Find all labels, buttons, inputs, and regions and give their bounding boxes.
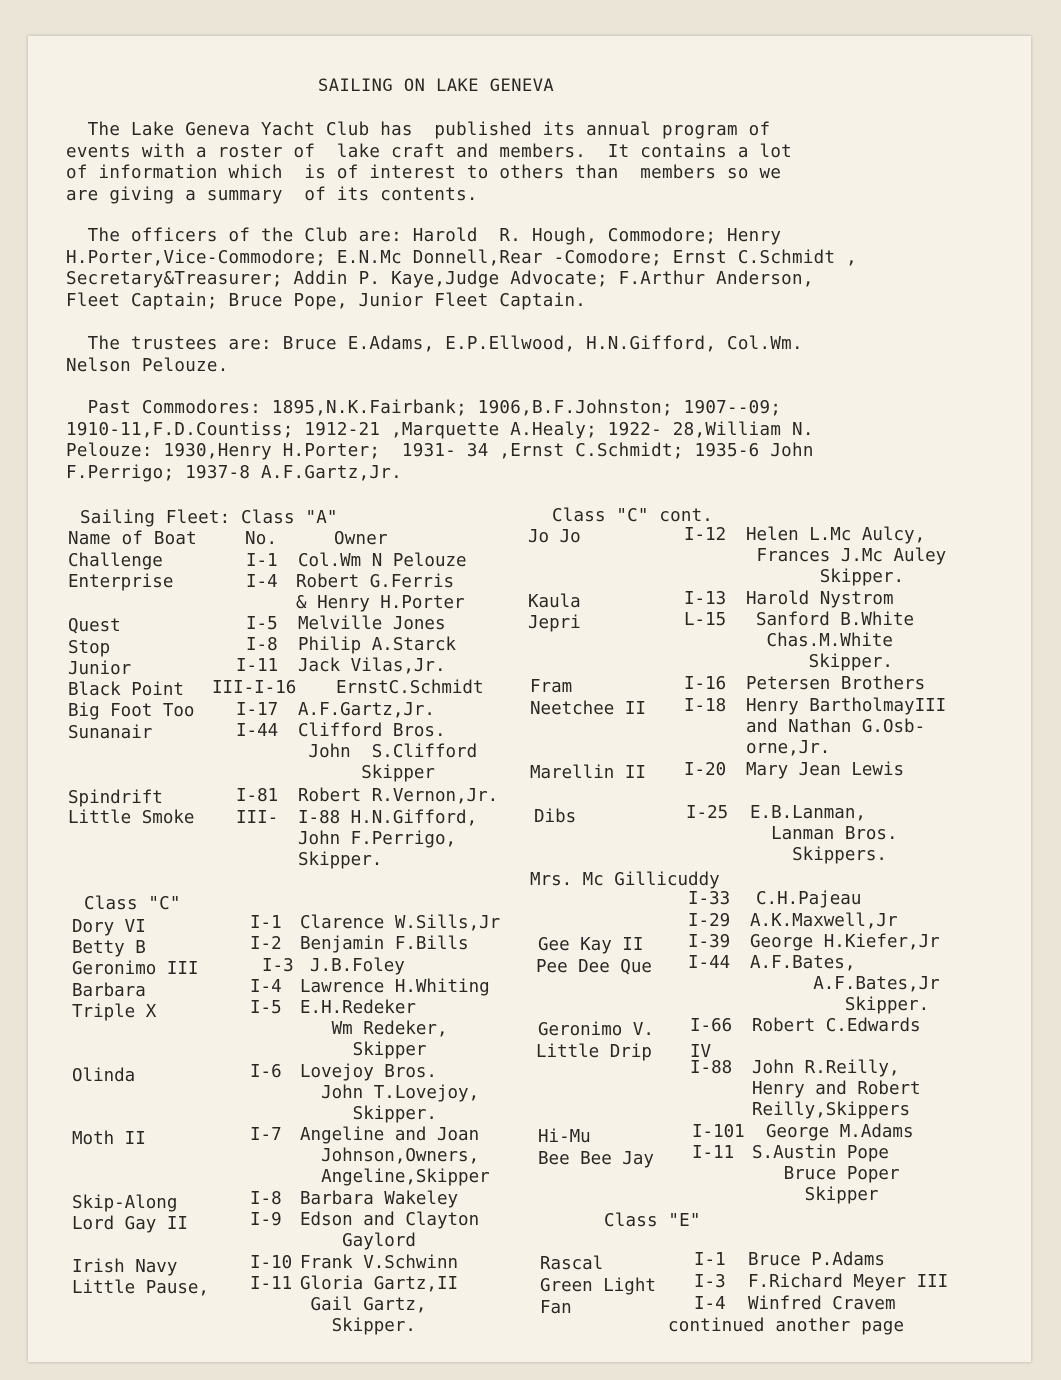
sail-number: I-3 [694,1272,726,1292]
officers-paragraph: The officers of the Club are: Harold R. Hough, Commodore; Henry H.Porter,Vice-Commodore; E.N.Mc Donnell,Rear -Comodore; Ernst C.Schmidt , Secretary&Treasurer; Addin P. Kaye,Judge Advocate; F.Arthur Anderson, Fleet Captain; Bruce Pope, Junior Fleet Captain. [66,226,858,311]
owner: Robert G.Ferris & Henry H.Porter [296,572,465,613]
owner: Frank V.Schwinn [300,1253,459,1273]
sail-number: I-1 [250,913,282,933]
boat-name: Skip-Along [72,1193,178,1213]
sail-number: I-29 [688,911,731,931]
sail-number: I-5 [246,614,278,634]
owner: Mary Jean Lewis [746,760,905,780]
sail-number: I-7 [250,1125,282,1145]
class-c-heading: Class "C" [84,894,181,914]
boat-name: Moth II [72,1129,146,1149]
sail-number: I-1 [246,551,278,571]
owner: Benjamin F.Bills [300,934,469,954]
owner: ErnstC.Schmidt [336,678,484,698]
boat-name: Gee Kay II [538,935,644,955]
owner: J.B.Foley [310,956,405,976]
boat-name: Rascal [540,1254,604,1274]
owner: Melville Jones [298,614,446,634]
sail-number: IV [690,1042,712,1062]
owner: A.F.Gartz,Jr. [298,700,435,720]
class-c-cont-heading: Class "C" cont. [552,506,714,526]
owner: C.H.Pajeau [756,889,862,909]
owner: Henry BartholmayIII and Nathan G.Osb- orne,Jr. [746,696,947,758]
owner: F.Richard Meyer III [748,1272,949,1292]
boat-name: Fram [530,677,573,697]
owner: Sanford B.White Chas.M.White Skipper. [756,610,915,672]
owner: I-88 H.N.Gifford, John F.Perrigo, Skipper. [298,808,478,870]
sail-number: I-25 [686,803,729,823]
boat-name: Challenge [68,551,163,571]
boat-name: Bee Bee Jay [538,1149,654,1169]
owner: John R.Reilly, Henry and Robert Reilly,Skippers [752,1058,921,1120]
owner: A.F.Bates, A.F.Bates,Jr Skipper. [750,953,940,1015]
owner: Gloria Gartz,II Gail Gartz, Skipper. [300,1274,459,1336]
page-title: SAILING ON LAKE GENEVA [318,76,555,96]
boat-name: Lord Gay II [72,1214,188,1234]
sail-number: I-16 [684,674,727,694]
sail-number: I-5 [250,998,282,1018]
boat-name: Irish Navy [72,1257,178,1277]
column-header-owner: Owner [334,529,388,549]
sail-number: I-101 [692,1122,745,1142]
boat-name: Big Foot Too [68,701,195,721]
boat-name: Stop [68,638,111,658]
sail-number: I-88 [690,1058,733,1078]
boat-name: Neetchee II [530,699,646,719]
boat-name: Spindrift [68,788,163,808]
sail-number: I-17 [236,700,279,720]
boat-name: Triple X [72,1002,157,1022]
boat-name: Geronimo III [72,959,199,979]
boat-name: Black Point [68,680,184,700]
sail-number: I-2 [250,934,282,954]
boat-name: Green Light [540,1276,656,1296]
boat-name: Geronimo V. [538,1020,654,1040]
boat-name: Kaula [528,592,581,612]
owner: Robert C.Edwards [752,1016,921,1036]
boat-name: Pee Dee Que [536,957,652,977]
sail-number: I-11 [236,656,279,676]
sail-number: I-12 [684,525,727,545]
boat-name: Little Drip [536,1042,652,1062]
owner: Helen L.Mc Aulcy, Frances J.Mc Auley Skipper. [746,525,947,587]
column-header-boat: Name of Boat [68,529,197,549]
sail-number: I-4 [694,1294,726,1314]
sail-number: III- [236,808,279,828]
sail-number: L-15 [684,610,727,630]
sail-number: I-8 [250,1189,282,1209]
owner: Angeline and Joan Johnson,Owners, Angeline,Skipper [300,1125,490,1187]
sail-number: I-6 [250,1062,282,1082]
boat-name: Dibs [534,807,577,827]
owner: S.Austin Pope Bruce Poper Skipper [752,1143,900,1205]
intro-paragraph: The Lake Geneva Yacht Club has published its annual program of events with a roster of lake craft and members. It contains a lot of information which is of interest to others than members so we are giving a summary of its contents. [66,120,793,205]
boat-name: Enterprise [68,572,174,592]
boat-name: Junior [68,659,132,679]
owner: Edson and Clayton Gaylord [300,1210,480,1251]
sail-number: I-18 [684,696,727,716]
sail-number: I-33 [688,889,731,909]
owner: A.K.Maxwell,Jr [750,911,898,931]
owner: Lovejoy Bros. John T.Lovejoy, Skipper. [300,1062,480,1124]
boat-name: Little Pause, [72,1278,209,1298]
sail-number: I-8 [246,635,278,655]
sail-number: III-I-16 [212,678,297,698]
owner: E.B.Lanman, Lanman Bros. Skippers. [750,803,898,865]
boat-name: Barbara [72,981,146,1001]
owner: George H.Kiefer,Jr [750,932,940,952]
boat-name: Marellin II [530,763,646,783]
sail-number: I-39 [688,932,731,952]
fleet-heading: Sailing Fleet: Class "A" [80,508,338,528]
sail-number: I-10 [250,1253,293,1273]
sail-number: I-44 [236,721,279,741]
owner: Clarence W.Sills,Jr [300,913,501,933]
sail-number: I-9 [250,1210,282,1230]
sail-number: I-20 [684,760,727,780]
sail-number: I-1 [694,1250,726,1270]
owner: Col.Wm N Pelouze [298,551,467,571]
owner: Lawrence H.Whiting [300,977,490,997]
boat-name: Little Smoke [68,808,195,828]
boat-name: Dory VI [72,917,146,937]
continued-note: continued another page [668,1316,905,1336]
boat-name: Hi-Mu [538,1127,591,1147]
boat-name: Quest [68,616,121,636]
owner: Clifford Bros. John S.Clifford Skipper [298,721,478,783]
sail-number: I-11 [692,1143,735,1163]
owner: Barbara Wakeley [300,1189,459,1209]
owner: Petersen Brothers [746,674,926,694]
boat-name: Olinda [72,1066,136,1086]
owner: Harold Nystrom [746,589,894,609]
column-header-no: No. [245,529,278,549]
sail-number: I-11 [250,1274,293,1294]
boat-name: Fan [540,1298,572,1318]
owner: Philip A.Starck [298,635,457,655]
boat-name: Jo Jo [528,527,581,547]
owner: E.H.Redeker Wm Redeker, Skipper [300,998,448,1060]
boat-name: Jepri [528,613,581,633]
class-e-heading: Class "E" [604,1211,701,1231]
sail-number: I-44 [688,953,731,973]
sail-number: I-4 [246,572,278,592]
owner: Robert R.Vernon,Jr. [298,786,499,806]
sail-number: I-4 [250,977,282,997]
boat-name: Sunanair [68,723,153,743]
sail-number: I-66 [690,1016,733,1036]
owner: George M.Adams [766,1122,914,1142]
owner: Jack Vilas,Jr. [298,656,446,676]
trustees-paragraph: The trustees are: Bruce E.Adams, E.P.Ellwood, H.N.Gifford, Col.Wm. Nelson Pelouze. [66,334,803,376]
sail-number: I-13 [684,589,727,609]
owner: Winfred Cravem [748,1294,896,1314]
owner: Bruce P.Adams [748,1250,885,1270]
past-commodores-paragraph: Past Commodores: 1895,N.K.Fairbank; 1906,B.F.Johnston; 1907--09; 1910-11,F.D.Countiss; 1912-21 ,Marquette A.Healy; 1922- 28,William N. Pelouze: 1930,Henry H.Porter; 1931- 34 ,Ernst C.Schmidt; 1935-6 John F.Perrigo; 1937-8 A.F.Gartz,Jr. [66,398,814,483]
boat-name: Betty B [72,938,146,958]
sail-number: I-81 [236,786,279,806]
sail-number: I-3 [262,956,294,976]
boat-name: Mrs. Mc Gillicuddy [530,870,720,890]
